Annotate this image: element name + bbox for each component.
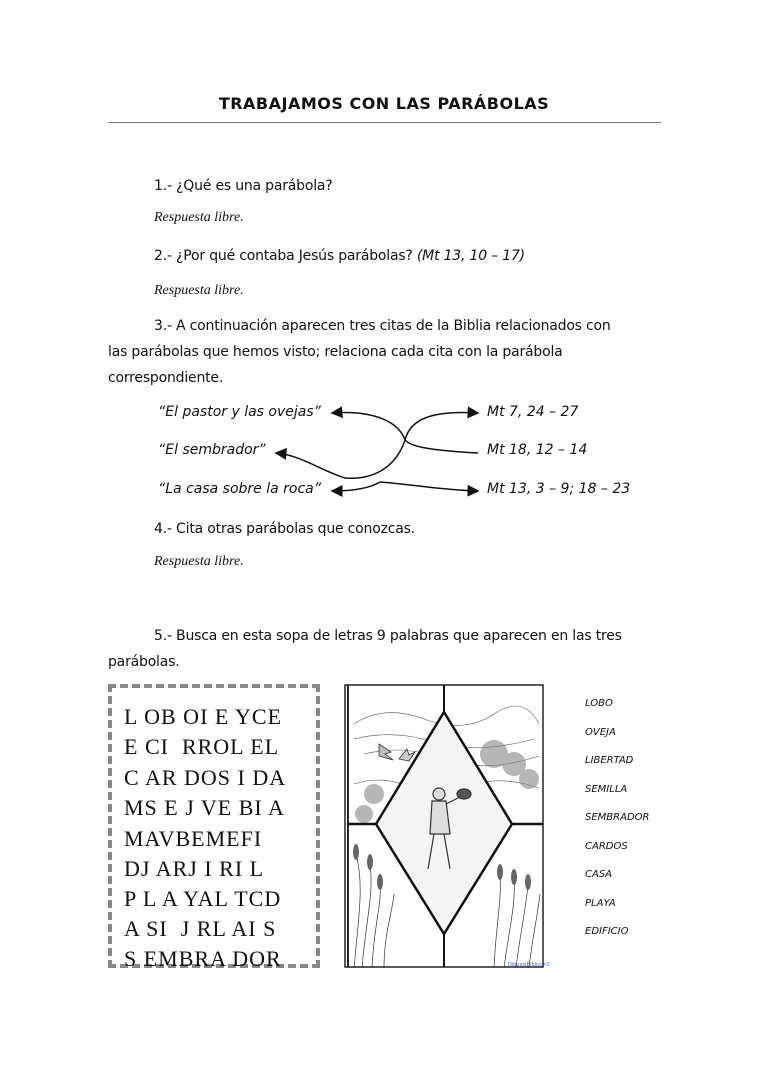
answer-4: Respuesta libre. [154,554,244,569]
grid-row: L OB OI E YCE [124,704,283,729]
grid-row: E CI RROL EL [124,734,280,759]
answer-2: Respuesta libre. [154,283,244,298]
parable-sembrador: “El sembrador” [158,442,266,458]
grid-row: P L A YAL TCD [124,886,282,911]
grid-row: C AR DOS I DA [124,765,287,790]
arrow-mt18-to-pastor [332,412,478,453]
illustration-credit: DibujosBiblicos© [508,962,551,968]
question-1-text: 1.- ¿Qué es una parábola? [154,178,333,194]
page-title: TRABAJAMOS CON LAS PARÁBOLAS [218,94,550,113]
grid-row: A SI J RL AI S [124,916,277,941]
grid-row: DJ ARJ I RI L [124,856,265,881]
parable-pastor: “El pastor y las ovejas” [158,404,321,420]
citation-mt13: Mt 13, 3 – 9; 18 – 23 [487,481,631,497]
parable-casa: “La casa sobre la roca” [158,481,322,497]
question-5 [108,623,653,675]
arrow-to-sembrador [276,440,405,478]
word-item: OVEJA [585,726,616,738]
question-3-line-3: correspondiente. [108,370,224,386]
question-4-text: 4.- Cita otras parábolas que conozcas. [154,521,415,537]
word-item: SEMILLA [585,783,628,795]
word-search-grid [108,684,320,971]
question-3-line-1: 3.- A continuación aparecen tres citas de la Biblia relacionados con [154,318,611,334]
citation-mt18: Mt 18, 12 – 14 [487,442,588,458]
grid-row: MS E J VE BI A [124,795,285,820]
question-5-line-1: 5.- Busca en esta sopa de letras 9 palabras que aparecen en las tres [154,628,622,644]
word-item: LIBERTAD [585,755,634,766]
citation-mt7: Mt 7, 24 – 27 [487,404,579,420]
question-5-line-2: parábolas. [108,654,180,670]
word-item: SEMBRADOR [585,812,650,823]
word-item: EDIFICIO [585,926,629,937]
sower-illustration [344,684,544,968]
word-item: PLAYA [585,897,616,909]
grid-row: MAVBEMEFI [124,826,263,851]
word-item: CARDOS [585,840,628,852]
question-2-text: 2.- ¿Por qué contaba Jesús parábolas? [154,248,413,264]
question-2-reference: (Mt 13, 10 – 17) [416,248,525,264]
question-4 [108,516,653,542]
grid-row: S EMBRA DOR [124,946,282,971]
question-3-line-2: las parábolas que hemos visto; relaciona cada cita con la parábola [108,344,563,360]
arrow-to-mt13 [380,482,478,491]
word-item: CASA [585,869,613,880]
arrow-to-casa [332,482,380,491]
answer-1: Respuesta libre. [154,210,244,225]
word-list [585,698,649,955]
arrow-to-mt7 [405,412,478,440]
word-item: LOBO [585,698,613,709]
